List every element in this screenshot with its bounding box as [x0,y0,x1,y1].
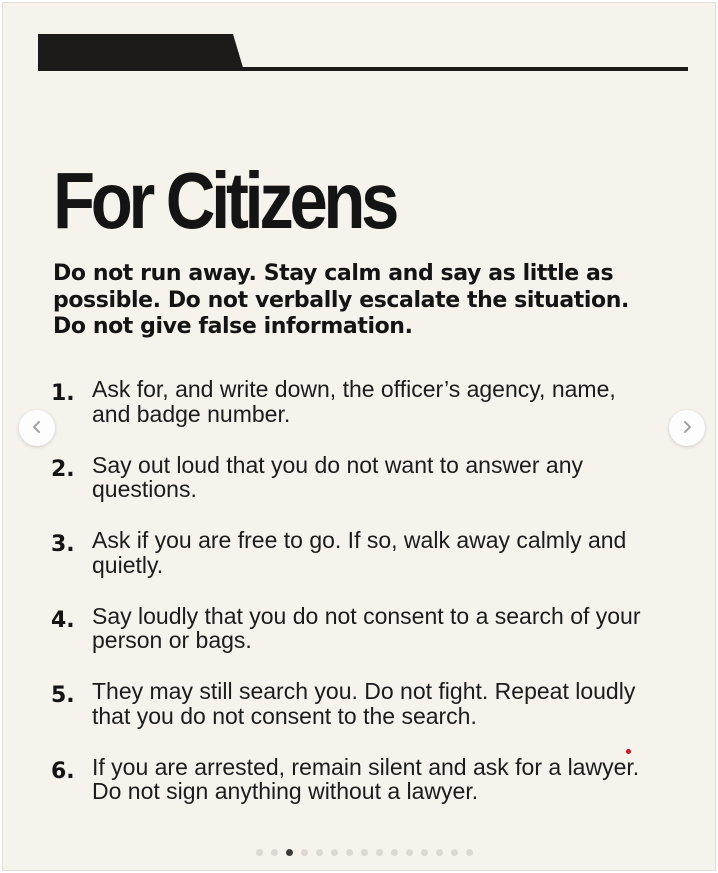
next-slide-button[interactable] [669,410,705,446]
item-text: If you are arrested, remain silent and ask for a lawyer. Do not sign anything without a lawyer. [92,753,640,804]
item-text: Say loudly that you do not consent to a search of your person or bags. [92,602,641,653]
item-number: 3. [51,532,75,557]
item-number: 5. [51,683,75,708]
list-item [51,679,651,755]
slide-title: For Citizens [53,156,396,245]
item-text: Ask if you are free to go. If so, walk away calmly and quietly. [92,527,627,578]
pagination-dot[interactable] [256,849,263,856]
pagination-dot[interactable] [436,849,443,856]
pagination-dot[interactable] [421,849,428,856]
item-number: 4. [51,607,75,633]
pagination-dot[interactable] [331,849,338,856]
pagination-dot[interactable] [286,849,293,856]
pagination-dot[interactable] [316,849,323,856]
pagination-dot[interactable] [391,849,398,856]
carousel-slide [2,2,716,871]
item-text: They may still search you. Do not fight. Repeat loudly that you do not consent to the search. [92,678,636,729]
list-item [51,604,651,680]
pagination-dot[interactable] [271,849,278,856]
list-item [51,377,651,453]
accent-dot [626,749,631,754]
pagination-dot[interactable] [346,849,353,856]
instruction-list [51,377,651,830]
slide-intro: Do not run away. Stay calm and say as little as possible. Do not verbally escalate the situation. Do not give false information. [53,261,629,339]
pagination-dot[interactable] [376,849,383,856]
carousel-pagination [256,849,473,856]
pagination-dot[interactable] [466,849,473,856]
pagination-dot[interactable] [451,849,458,856]
previous-slide-button[interactable] [19,410,55,446]
list-item [51,755,651,831]
pagination-dot[interactable] [406,849,413,856]
chevron-left-icon [30,420,44,437]
item-text: Say out loud that you do not want to answer any questions. [92,451,583,502]
item-number: 6. [51,758,75,784]
item-text: Ask for, and write down, the officer’s agency, name, and badge number. [92,376,616,427]
list-item [51,528,651,604]
item-number: 2. [51,456,75,482]
list-item [51,453,651,529]
chevron-right-icon [680,420,694,437]
pagination-dot[interactable] [301,849,308,856]
pagination-dot[interactable] [361,849,368,856]
header-tab [38,34,244,71]
item-number: 1. [51,381,75,406]
